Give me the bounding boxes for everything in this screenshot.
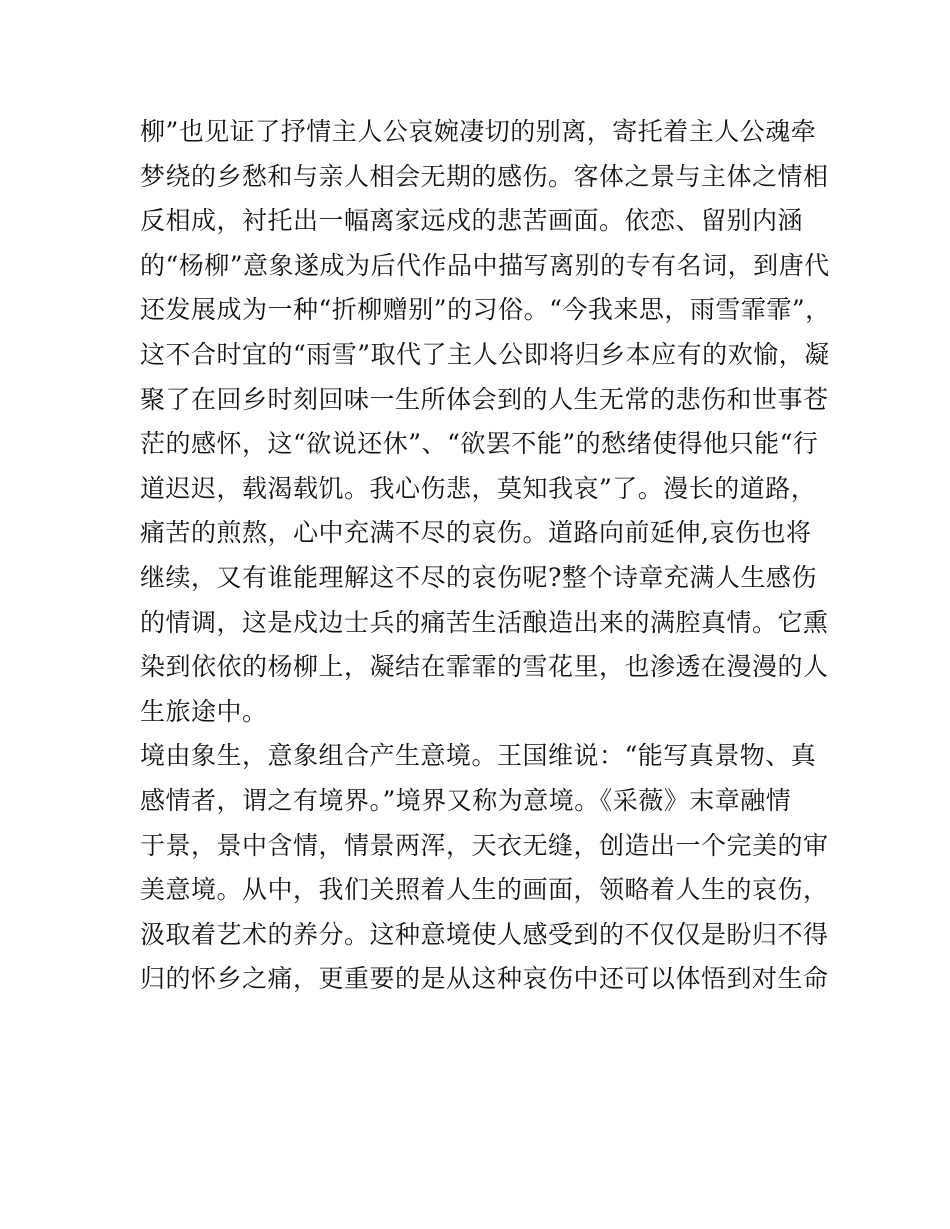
- text-line: 痛苦的煎熬，心中充满不尽的哀伤。道路向前延伸,哀伤也将: [140, 518, 812, 548]
- text-line: 还发展成为一种“折柳赠别”的习俗。“今我来思，雨雪霏霏”，: [140, 295, 831, 325]
- text-line: 茫的感怀，这“欲说还休”、“欲罢不能”的愁绪使得他只能“行: [140, 429, 819, 459]
- body-text: [140, 110, 831, 1002]
- text-line: 这不合时宜的“雨雪”取代了主人公即将归乡本应有的欢愉，凝: [140, 339, 830, 369]
- text-line: 归的怀乡之痛，更重要的是从这种哀伤中还可以体悟到对生命: [140, 964, 829, 994]
- text-line: 感情者，谓之有境界。”境界又称为意境。《采薇》末章融情: [140, 785, 792, 815]
- text-line: 反相成，衬托出一幅离家远戍的悲苦画面。依恋、留别内涵: [140, 206, 804, 236]
- text-line: 染到依依的杨柳上，凝结在霏霏的雪花里，也渗透在漫漫的人: [140, 652, 829, 682]
- text-line: 境由象生，意象组合产生意境。王国维说：“能写真景物、真: [140, 741, 817, 771]
- text-line: 美意境。从中，我们关照着人生的画面，领略着人生的哀伤，: [140, 875, 829, 905]
- text-line: 继续，又有谁能理解这不尽的哀伤呢?整个诗章充满人生感伤: [140, 562, 817, 592]
- text-line: 于景，景中含情，情景两浑，天衣无缝，创造出一个完美的审: [140, 830, 829, 860]
- text-line: 汲取着艺术的养分。这种意境使人感受到的不仅仅是盼归不得: [140, 919, 829, 949]
- text-line: 聚了在回乡时刻回味一生所体会到的人生无常的悲伤和世事苍: [140, 384, 829, 414]
- text-line: 的情调，这是戍边士兵的痛苦生活酿造出来的满腔真情。它熏: [140, 607, 829, 637]
- text-line: 柳”也见证了抒情主人公哀婉凄切的别离，寄托着主人公魂牵: [140, 117, 817, 146]
- text-line: 道迟迟，载渴载饥。我心伤悲，莫知我哀”了。漫长的道路，: [140, 473, 817, 503]
- text-line: 梦绕的乡愁和与亲人相会无期的感伤。客体之景与主体之情相: [140, 161, 829, 191]
- text-line: 生旅途中。: [140, 696, 268, 726]
- text-line: 的“杨柳”意象遂成为后代作品中描写离别的专有名词，到唐代: [140, 250, 830, 280]
